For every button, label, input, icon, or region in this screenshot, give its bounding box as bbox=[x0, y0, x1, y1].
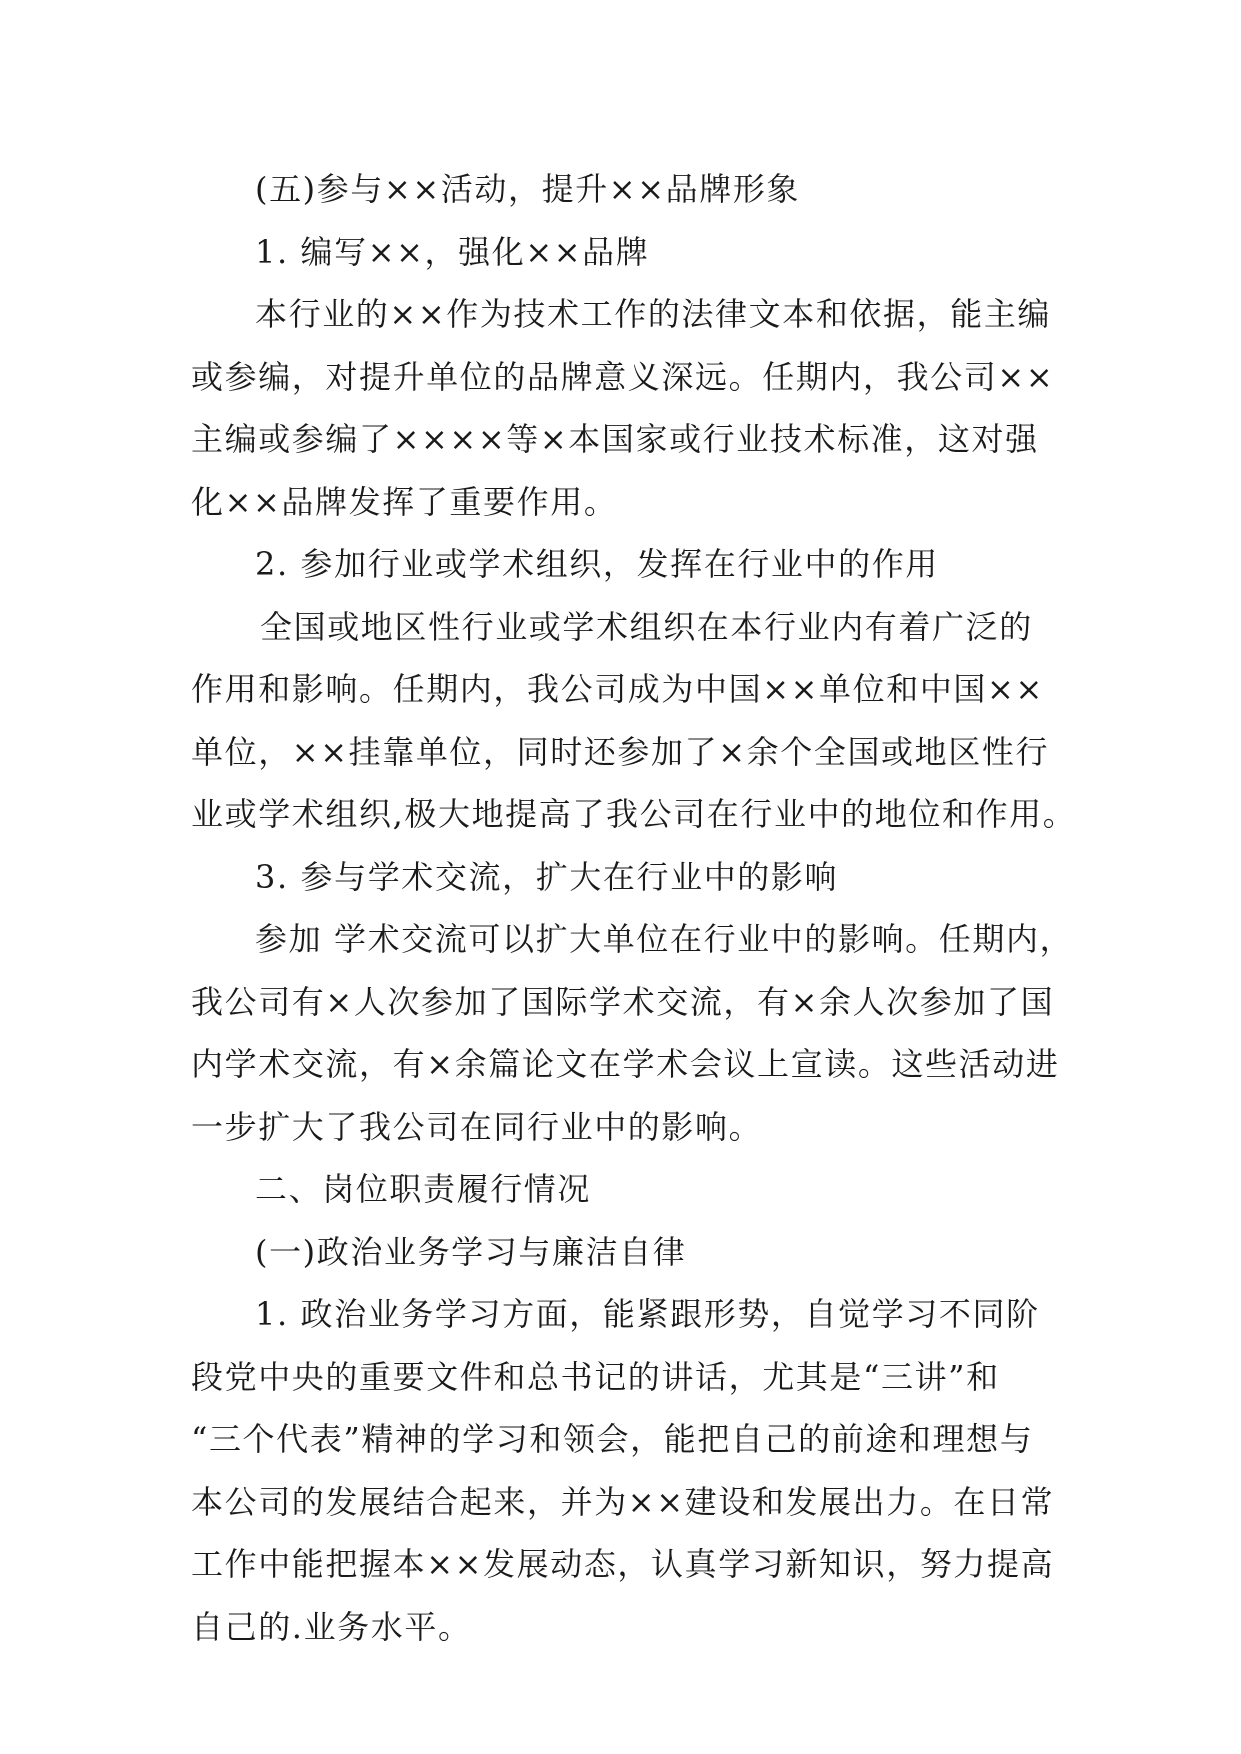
subsection-heading: 2. 参加行业或学术组织，发挥在行业中的作用 bbox=[255, 545, 939, 583]
paragraph-line: 主编或参编了××××等×本国家或行业技术标准，这对强 bbox=[191, 420, 1039, 458]
subsection-heading: 1. 编写××，强化××品牌 bbox=[255, 232, 650, 271]
paragraph-line: 本公司的发展结合起来，并为××建设和发展出力。在日常 bbox=[191, 1482, 1055, 1521]
paragraph-line: 参加 学术交流可以扩大单位在行业中的影响。任期内， bbox=[255, 920, 1074, 958]
paragraph-line: 全国或地区性行业或学术组织在本行业内有着广泛的 bbox=[260, 607, 1033, 646]
paragraph-line: 一步扩大了我公司在同行业中的影响。 bbox=[191, 1107, 763, 1146]
paragraph-line: “三个代表”精神的学习和领会，能把自己的前途和理想与 bbox=[191, 1420, 1034, 1458]
paragraph-line: 自己的.业务水平。 bbox=[191, 1607, 472, 1646]
paragraph-line: 我公司有×人次参加了国际学术交流，有×余人次参加了国 bbox=[191, 982, 1055, 1021]
paragraph-line: 本行业的××作为技术工作的法律文本和依据，能主编 bbox=[255, 295, 1052, 333]
section-heading: (五)参与××活动，提升××品牌形象 bbox=[255, 170, 801, 208]
paragraph-line: 内学术交流，有×余篇论文在学术会议上宣读。这些活动进 bbox=[191, 1045, 1060, 1083]
paragraph-line: 段党中央的重要文件和总书记的讲话，尤其是“三讲”和 bbox=[191, 1357, 1000, 1396]
paragraph-line: 单位，××挂靠单位，同时还参加了×余个全国或地区性行 bbox=[191, 732, 1050, 771]
paragraph-line: 或参编，对提升单位的品牌意义深远。任期内，我公司×× bbox=[191, 357, 1055, 396]
subsection-heading: 3. 参与学术交流，扩大在行业中的影响 bbox=[255, 857, 839, 896]
paragraph-line: 业或学术组织,极大地提高了我公司在行业中的地位和作用。 bbox=[191, 795, 1077, 833]
section-heading: (一)政治业务学习与廉洁自律 bbox=[255, 1232, 687, 1271]
paragraph-line: 1. 政治业务学习方面，能紧跟形势，自觉学习不同阶 bbox=[255, 1295, 1040, 1333]
paragraph-line: 化××品牌发挥了重要作用。 bbox=[191, 482, 618, 521]
chapter-heading: 二、岗位职责履行情况 bbox=[255, 1170, 592, 1208]
paragraph-line: 作用和影响。任期内，我公司成为中国××单位和中国×× bbox=[191, 670, 1044, 708]
document-body bbox=[191, 158, 1077, 1658]
paragraph-line: 工作中能把握本××发展动态，认真学习新知识，努力提高 bbox=[191, 1545, 1055, 1583]
